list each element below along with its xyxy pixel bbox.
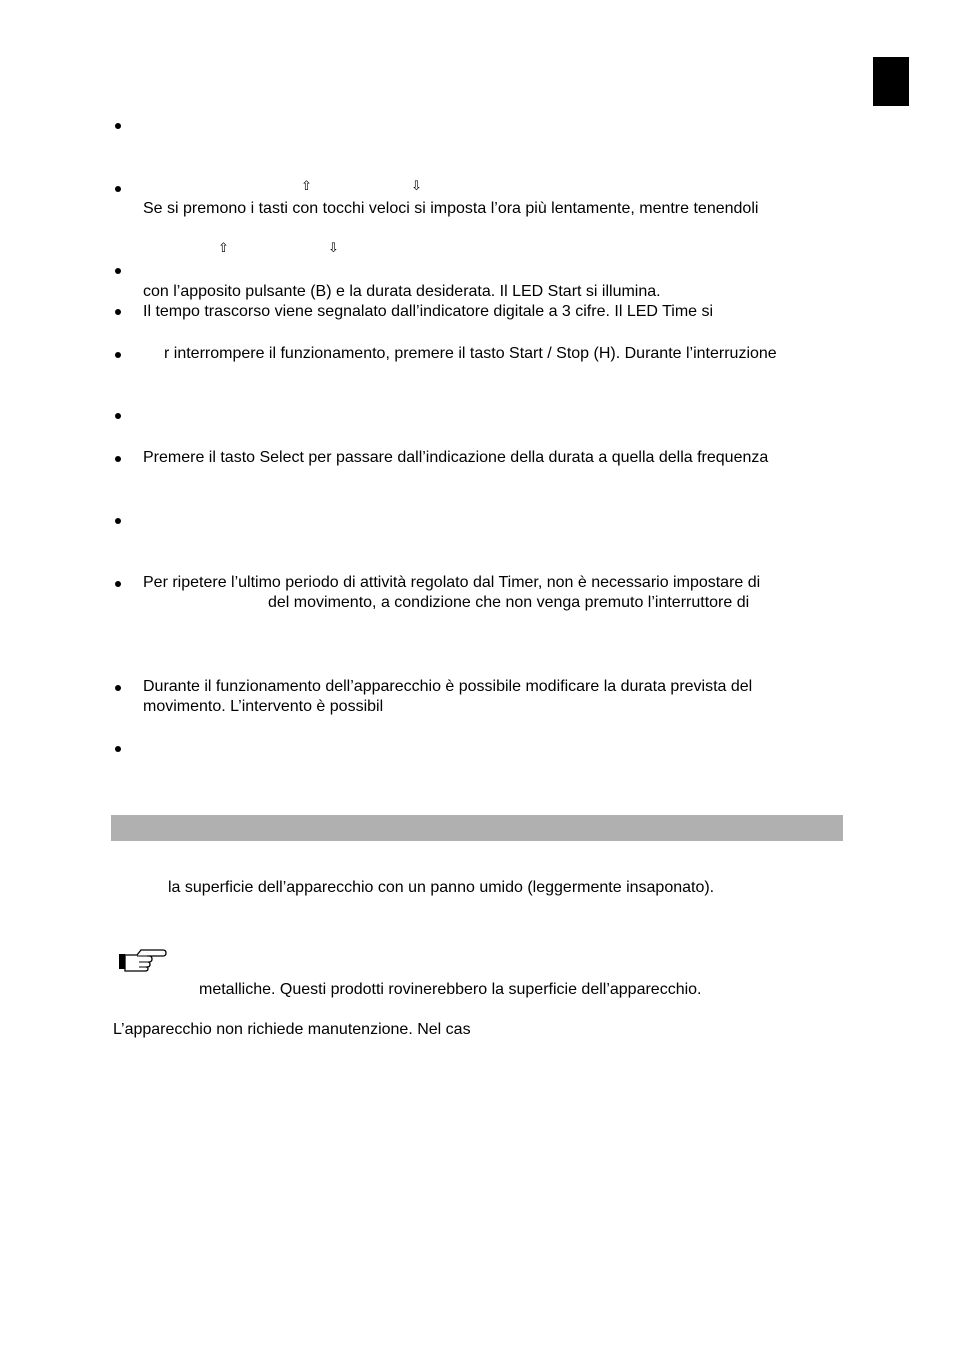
bullet-10-line-1: Durante il funzionamento dell’apparecchio è possibile modificare la durata prevista del [143, 678, 753, 695]
bullet-dot-10 [115, 685, 121, 691]
bullet-3-line-2: con l’apposito pulsante (B) e la durata desiderata. Il LED Start si illumina. [143, 283, 661, 300]
bullet-dot-1 [115, 123, 121, 129]
cleaning-note-line: metalliche. Questi prodotti rovinerebbero la superficie dell’apparecchio. [199, 981, 702, 998]
arrow-down-icon: ⇩ [328, 241, 339, 256]
maintenance-line-1: L’apparecchio non richiede manutenzione. Nel cas [113, 1021, 471, 1038]
arrow-up-icon: ⇧ [218, 241, 229, 256]
section-header-bar [111, 815, 843, 841]
pointing-hand-icon [117, 944, 167, 972]
bullet-dot-5 [115, 352, 121, 358]
bullet-dot-8 [115, 518, 121, 524]
bullet-9-line-1: Per ripetere l’ultimo periodo di attività regolato dal Timer, non è necessario impostare di [143, 574, 761, 591]
arrow-down-icon: ⇩ [411, 179, 422, 194]
bullet-dot-7 [115, 456, 121, 462]
bullet-dot-2 [115, 186, 121, 192]
bullet-10-line-2: movimento. L’intervento è possibil [143, 698, 384, 715]
bullet-dot-4 [115, 309, 121, 315]
bullet-dot-9 [115, 581, 121, 587]
language-tab-marker [873, 57, 909, 106]
arrow-up-icon: ⇧ [301, 179, 312, 194]
bullet-dot-11 [115, 746, 121, 752]
cleaning-line-1: la superficie dell’apparecchio con un panno umido (leggermente insaponato). [168, 879, 715, 896]
bullet-dot-6 [115, 413, 121, 419]
bullet-4-line-1: Il tempo trascorso viene segnalato dall’indicatore digitale a 3 cifre. Il LED Time si [143, 303, 714, 320]
bullet-2-line-2: Se si premono i tasti con tocchi veloci si imposta l’ora più lentamente, mentre tenendoli [143, 200, 759, 217]
bullet-9-line-2: del movimento, a condizione che non venga premuto l’interruttore di [268, 594, 750, 611]
bullet-dot-3 [115, 268, 121, 274]
bullet-7-line-1: Premere il tasto Select per passare dall’indicazione della durata a quella della frequenza [143, 449, 769, 466]
bullet-5-line-1: r interrompere il funzionamento, premere il tasto Start / Stop (H). Durante l’interruzione [164, 345, 777, 362]
